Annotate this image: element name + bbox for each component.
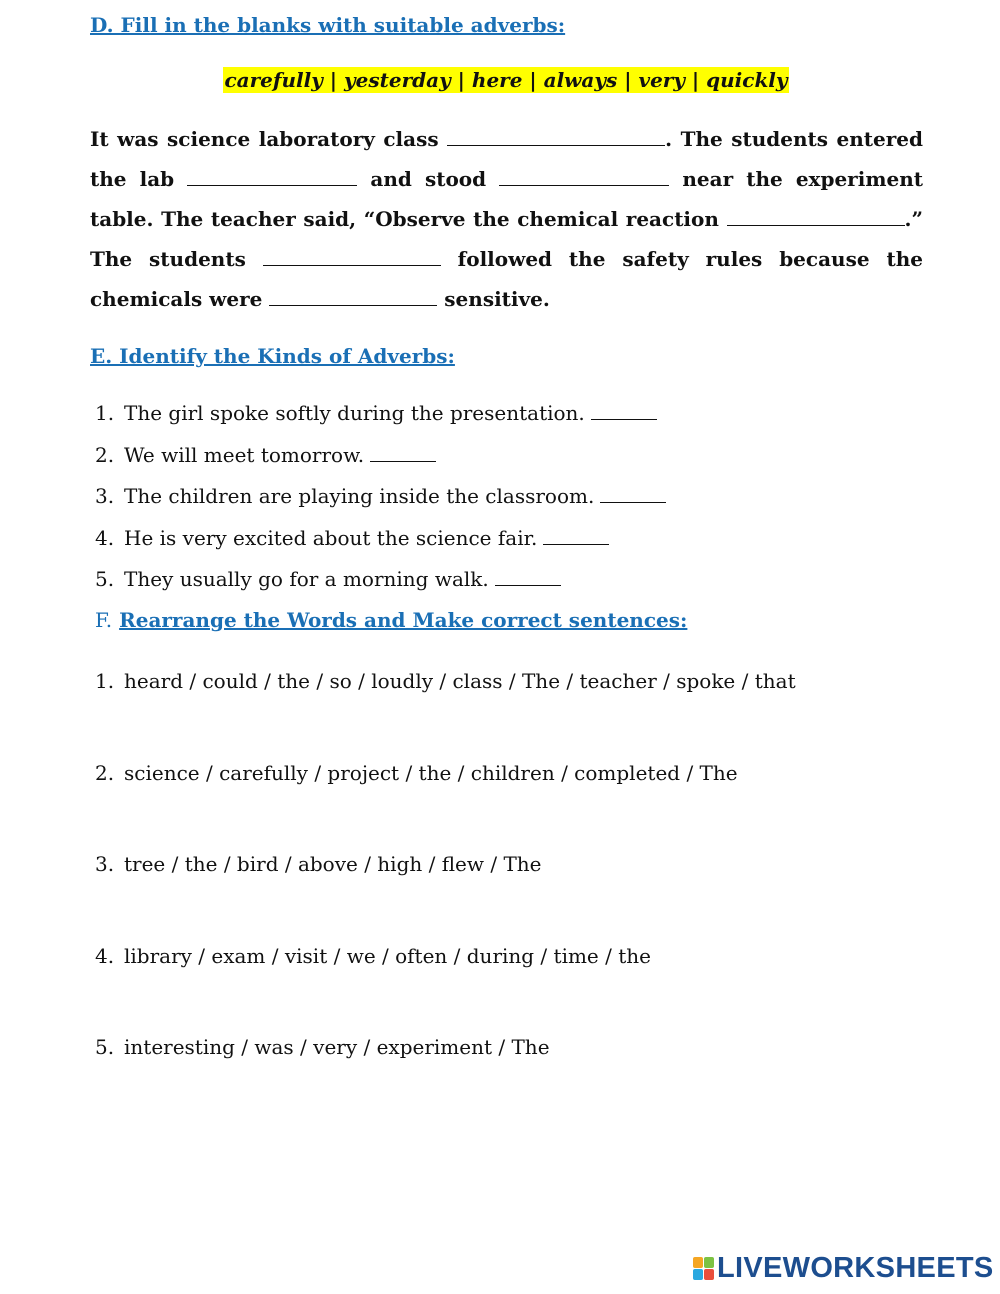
list-item <box>95 524 666 566</box>
word-bank-text: carefully | yesterday | here | always | very | quickly <box>224 68 788 92</box>
item-text: We will meet tomorrow. <box>124 442 365 467</box>
blank-6[interactable] <box>269 287 437 306</box>
item-text: He is very excited about the science fair. <box>124 525 538 550</box>
item-text: They usually go for a morning walk. <box>124 567 489 591</box>
list-item <box>95 482 666 524</box>
answer-blank[interactable] <box>600 484 666 503</box>
list-item <box>95 667 796 759</box>
item-text: The children are playing inside the classroom. <box>124 484 595 508</box>
paragraph-text: followed the safety rules because the chemicals were <box>90 247 923 311</box>
list-item <box>95 942 796 1034</box>
item-number: 5. <box>95 567 115 591</box>
liveworksheets-icon <box>693 1257 714 1280</box>
answer-blank[interactable] <box>370 443 436 462</box>
paragraph-text: sensitive. <box>437 287 550 311</box>
item-text: tree / the / bird / above / high / flew / The <box>124 852 542 876</box>
section-f-heading <box>95 608 687 632</box>
answer-blank[interactable] <box>591 401 657 420</box>
list-item <box>95 850 796 942</box>
list-item <box>95 565 666 607</box>
rearrange-list <box>95 667 796 1125</box>
item-text: The girl spoke softly during the presentation. <box>124 401 585 425</box>
heading-prefix: F. <box>95 608 113 632</box>
blank-1[interactable] <box>447 127 665 146</box>
paragraph-text: It was science laboratory class <box>90 127 448 151</box>
list-item <box>95 1033 796 1125</box>
list-item <box>95 399 666 441</box>
answer-blank[interactable] <box>495 567 561 586</box>
answer-blank[interactable] <box>543 526 609 545</box>
paragraph-text: . The students entered the lab <box>90 127 923 191</box>
blank-3[interactable] <box>499 167 669 186</box>
item-number: 4. <box>95 525 115 550</box>
word-bank <box>0 68 1000 92</box>
adverb-kinds-list <box>95 399 666 607</box>
paragraph-text: .” The students <box>90 207 923 271</box>
item-number: 2. <box>95 760 115 785</box>
paragraph-text: near the experiment table. The teacher said, “Observe the chemical reaction <box>90 167 923 231</box>
item-number: 1. <box>95 401 115 425</box>
liveworksheets-logo[interactable] <box>693 1253 994 1283</box>
heading-text: Rearrange the Words and Make correct sentences: <box>119 608 688 632</box>
item-number: 2. <box>95 442 115 467</box>
fill-in-paragraph <box>90 119 923 319</box>
item-text: library / exam / visit / we / often / during / time / the <box>124 943 651 968</box>
brand-name: LIVEWORKSHEETS <box>717 1251 994 1284</box>
paragraph-text: and stood <box>357 167 500 191</box>
blank-4[interactable] <box>727 207 905 226</box>
item-number: 3. <box>95 852 115 876</box>
item-number: 5. <box>95 1035 115 1059</box>
item-number: 3. <box>95 484 115 508</box>
blank-5[interactable] <box>263 247 441 266</box>
list-item <box>95 441 666 483</box>
section-d-heading: D. Fill in the blanks with suitable adverbs: <box>90 13 566 37</box>
item-number: 1. <box>95 669 115 693</box>
item-text: interesting / was / very / experiment / The <box>124 1035 550 1059</box>
item-text: science / carefully / project / the / children / completed / The <box>124 760 738 785</box>
blank-2[interactable] <box>187 167 357 186</box>
list-item <box>95 759 796 851</box>
item-number: 4. <box>95 943 115 968</box>
section-e-heading: E. Identify the Kinds of Adverbs: <box>90 344 455 368</box>
item-text: heard / could / the / so / loudly / class / The / teacher / spoke / that <box>124 669 796 693</box>
